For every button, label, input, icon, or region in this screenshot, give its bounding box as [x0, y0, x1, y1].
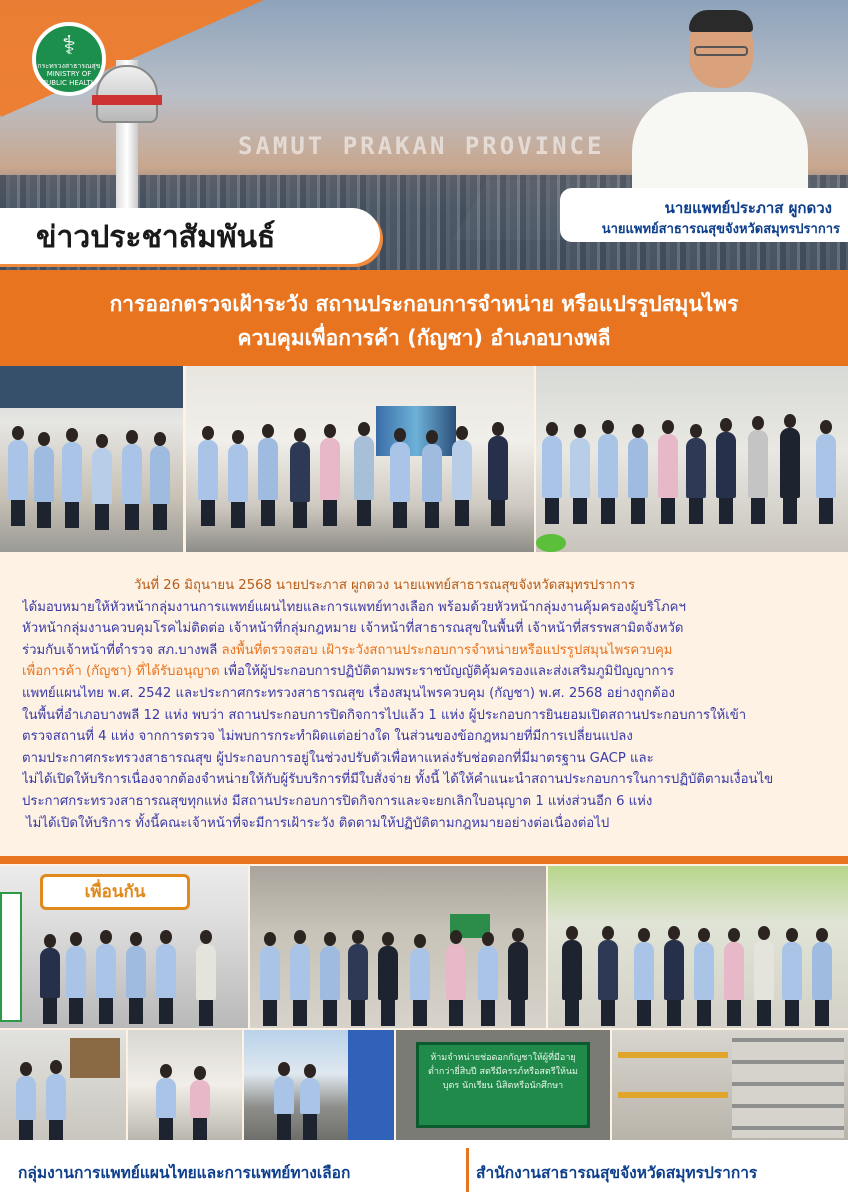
photo-group-1 [0, 366, 183, 552]
footer-department: กลุ่มงานการแพทย์แผนไทยและการแพทย์ทางเลือก [18, 1164, 351, 1182]
footer-office: สำนักงานสาธารณสุขจังหวัดสมุทรปราการ [476, 1164, 758, 1182]
body-line-4b: ลงพื้นที่ตรวจสอบ เฝ้าระวังสถานประกอบการจำหน่ายหรือแปรรูปสมุนไพรควบคุม [221, 642, 673, 658]
photo-street [244, 1030, 394, 1140]
photo-interior-1 [0, 1030, 126, 1140]
photo-group-4 [250, 866, 546, 1028]
body-line-9: ตามประกาศกระทรวงสาธารณสุข ผู้ประกอบการอยู่ในช่วงปรับตัวเพื่อหาแหล่งรับช่อดอกที่มีมาตรฐาน GACP และ [22, 750, 654, 766]
article-body [22, 575, 828, 834]
photo-shop-front [0, 866, 248, 1028]
orange-divider [0, 856, 848, 864]
body-line-4a: ร่วมกับเจ้าหน้าที่ตำรวจ สภ.บางพลี [22, 642, 218, 658]
logo-text: กระทรวงสาธารณสุข MINISTRY OF PUBLIC HEALTH [37, 62, 101, 87]
official-position: นายแพทย์สาธารณสุขจังหวัดสมุทรปราการ [601, 222, 840, 237]
body-line-8: ตรวจสถานที่ 4 แห่ง จากการตรวจ ไม่พบการกระทำผิดแต่อย่างใด ในส่วนของข้อกฎหมายที่มีการเปลี่ยนแปลง [22, 729, 633, 745]
photo-interior-2 [128, 1030, 242, 1140]
official-name: นายแพทย์ประภาส ผูกดวง [664, 199, 832, 217]
tower-band [92, 95, 162, 105]
footer-divider [466, 1148, 469, 1192]
headline-line-2: ควบคุมเพื่อการค้า (กัญชา) อำเภอบางพลี [237, 326, 611, 350]
body-line-5a: เพื่อการค้า (กัญชา) ที่ได้รับอนุญาต [22, 664, 220, 680]
photo-group-3 [536, 366, 848, 552]
body-line-1: วันที่ 26 มิถุนายน 2568 นายประภาส ผูกดวง นายแพทย์สาธารณสุขจังหวัดสมุทรปราการ [134, 578, 636, 593]
news-title: ข่าวประชาสัมพันธ์ [36, 220, 276, 255]
body-line-10: ไม่ได้เปิดให้บริการเนื่องจากต้องจำหน่ายให้กับผู้รับบริการที่มีใบสั่งจ่าย ทั้งนี้ ได้ให้คำแนะนำสถานประกอบการในการปฏิบัติตามเงื่อนไข [22, 772, 774, 788]
caduceus-icon: ⚕ [61, 30, 77, 61]
ministry-logo [32, 22, 106, 96]
shop-sign: เพื่อนกัน [40, 874, 190, 910]
body-line-4 [22, 640, 828, 662]
body-line-11: ประกาศกระทรวงสาธารณสุขทุกแห่ง มีสถานประกอบการปิดกิจการและจะยกเลิกใบอนุญาต 1 แห่งส่วนอีก 6 แห่ง [22, 793, 653, 809]
body-line-12: ไม่ได้เปิดให้บริการ ทั้งนี้คณะเจ้าหน้าที่จะมีการเฝ้าระวัง ติดตามให้ปฏิบัติตามกฎหมายอย่างต่อเนื่องต่อไป [26, 815, 610, 831]
official-portrait [624, 8, 814, 198]
photo-group-5 [548, 866, 848, 1028]
body-line-7: ในพื้นที่อำเภอบางพลี 12 แห่ง พบว่า สถานประกอบการปิดกิจการไปแล้ว 1 แห่ง ผู้ประกอบการยินยอมเปิดสถานประกอบการให้เข้า [22, 707, 747, 723]
body-line-5b: เพื่อให้ผู้ประกอบการปฏิบัติตามพระราชบัญญัติคุ้มครองและส่งเสริมภูมิปัญญาการ [223, 664, 674, 680]
photo-group-2 [186, 366, 534, 552]
photo-notice-board [396, 1030, 610, 1140]
photo-shelves [612, 1030, 848, 1140]
observation-tower [96, 65, 158, 123]
body-line-5 [22, 661, 828, 683]
body-line-2: ได้มอบหมายให้หัวหน้ากลุ่มงานการแพทย์แผนไทยและการแพทย์ทางเลือก พร้อมด้วยหัวหน้ากลุ่มงานคุ้มครองผู้บริโภคฯ [22, 599, 686, 615]
province-watermark: SAMUT PRAKAN PROVINCE [238, 132, 605, 160]
body-line-6: แพทย์แผนไทย พ.ศ. 2542 และประกาศกระทรวงสาธารณสุข เรื่องสมุนไพรควบคุม (กัญชา) พ.ศ. 2568 อย่างถูกต้อง [22, 685, 675, 701]
body-line-3: หัวหน้ากลุ่มงานควบคุมโรคไม่ติดต่อ เจ้าหน้าที่กลุ่มกฎหมาย เจ้าหน้าที่สาธารณสุขในพื้นที่ เจ้าหน้าที่สรรพสามิตจังหวัด [22, 621, 684, 637]
notice-board-text: ห้ามจำหน่ายช่อดอกกัญชาให้ผู้ที่มีอายุต่ำกว่ายี่สิบปี สตรีมีครรภ์หรือสตรีให้นมบุตร นักเรียน นิสิตหรือนักศึกษา [416, 1042, 590, 1128]
headline-line-1: การออกตรวจเฝ้าระวัง สถานประกอบการจำหน่าย หรือแปรรูปสมุนไพร [109, 292, 739, 316]
